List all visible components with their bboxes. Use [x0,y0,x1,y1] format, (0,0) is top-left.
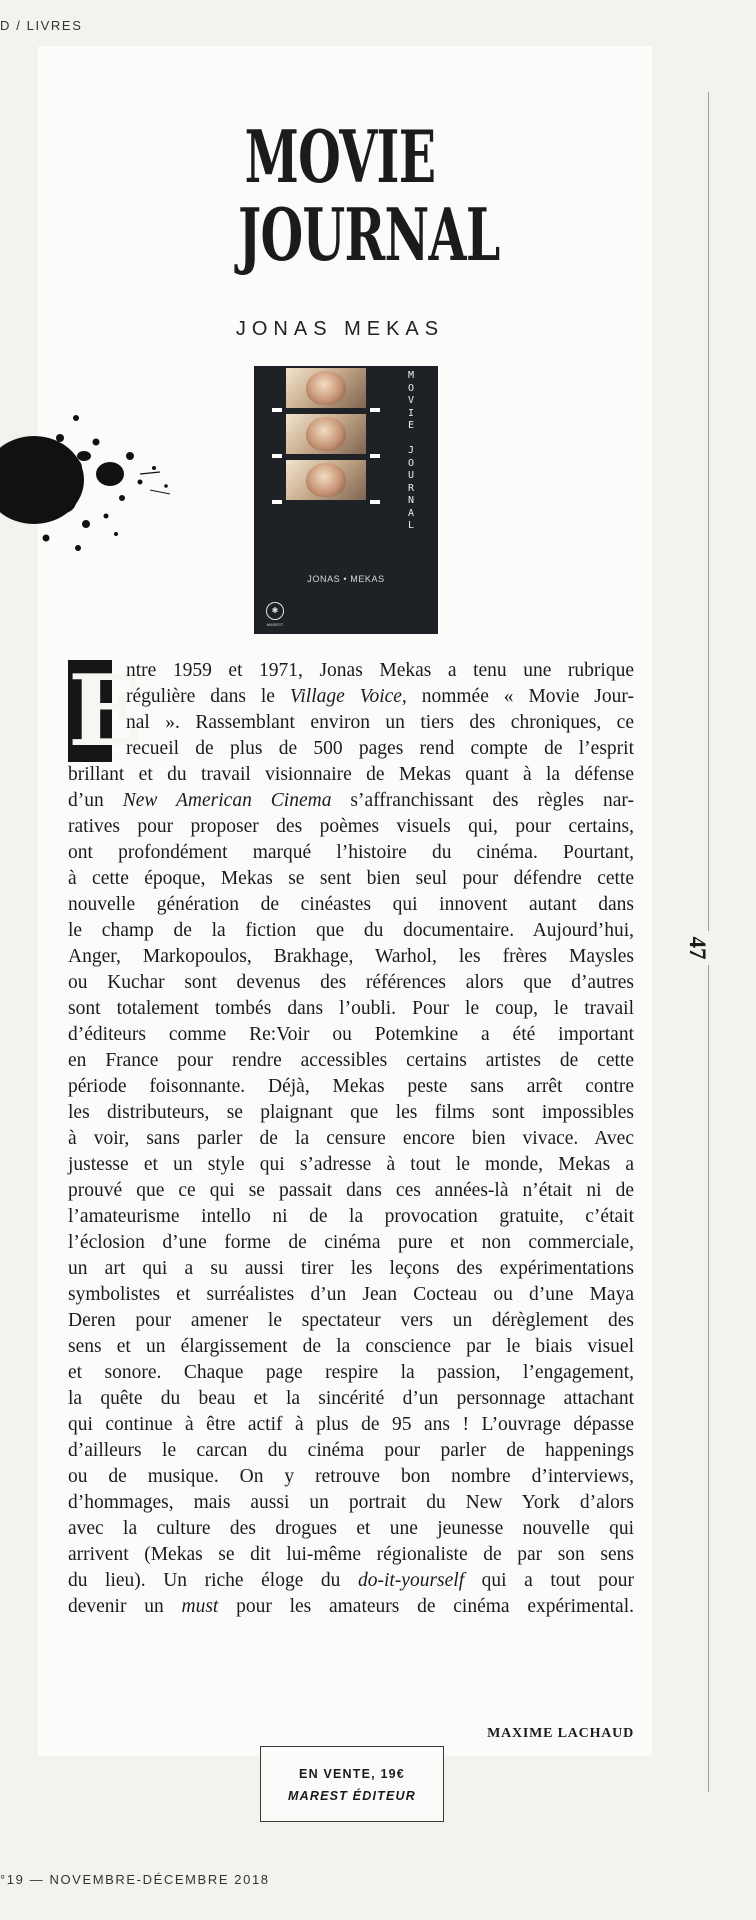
article-line: en France pour rendre accessibles certains artistes de cette [68,1050,634,1071]
article-line: devenir un must pour les amateurs de cinéma expérimental. [68,1596,634,1617]
publisher-line: MAREST ÉDITEUR [288,1789,416,1803]
article-line: les distributeurs, se plaignant que les films sont impossibles [68,1102,634,1123]
article-line: le champ de la fiction que du documentaire. Aujourd’hui, [68,920,634,941]
price-box [260,1746,444,1822]
article-line: ou Kuchar sont devenus des références alors que d’autres [68,972,634,993]
article-line: Anger, Markopoulos, Brakhage, Warhol, les frères Maysles [68,946,634,967]
article-line: recueil de plus de 500 pages rend compte de l’esprit [126,738,634,759]
article-line: ou de musique. On y retrouve bon nombre d’interviews, [68,1466,634,1487]
filmstrip-graphic [272,368,380,500]
article-line: du lieu). Un riche éloge du do-it-yourself qui a tout pour [68,1570,634,1591]
article-line: d’ailleurs le carcan du cinéma pour parler de happenings [68,1440,634,1461]
article-line: et sonore. Chaque page respire la passion, l’engagement, [68,1362,634,1383]
article-line: d’éditeurs comme Re:Voir ou Potemkine a été important [68,1024,634,1045]
article-line: période foisonnante. Déjà, Mekas peste sans arrêt contre [68,1076,634,1097]
article-line: justesse et un style qui s’adresse à tout le monde, Mekas a [68,1154,634,1175]
article-line: à cette époque, Mekas se sent bien seul pour défendre cette [68,868,634,889]
article-line: prouvé que ce qui se passait dans ces années-là n’était ni de [68,1180,634,1201]
article-line: brillant et du travail visionnaire de Mekas quant à la défense [68,764,634,785]
article-line: ntre 1959 et 1971, Jonas Mekas a tenu une rubrique [126,660,634,681]
book-title [238,114,500,277]
article-line: arrivent (Mekas se dit lui-même régionaliste de par son sens [68,1544,634,1565]
cover-vertical-title: M O V I E J O U R N A L [407,370,415,531]
article-line: d’un New American Cinema s’affranchissant des règles nar- [68,790,634,811]
article-line: régulière dans le Village Voice, nommée « Movie Jour- [126,686,634,707]
author-name: JONAS MEKAS [235,318,445,340]
article-line: nal ». Rassemblant environ un tiers des chroniques, ce [126,712,634,733]
article-line: à voir, sans parler de la censure encore bien vivace. Avec [68,1128,634,1149]
publisher-logo-icon: ✱ [266,602,284,620]
article-line: d’hommages, mais aussi un portrait du New York d’alors [68,1492,634,1513]
article-line: ratives pour proposer des poèmes visuels qui, pour certains, [68,816,634,837]
article-line: l’éclosion d’une forme de cinéma pure et non commerciale, [68,1232,634,1253]
article-line: qui continue à être actif à plus de 95 ans ! L’ouvrage dépasse [68,1414,634,1435]
article-line: avec la culture des drogues et une jeunesse nouvelle qui [68,1518,634,1539]
article-line: sont totalement tombés dans l’oubli. Pour le coup, le travail [68,998,634,1019]
issue-footer: °19 — NOVEMBRE-DÉCEMBRE 2018 [0,1872,270,1887]
title-line-1: MOVIE [244,114,436,199]
section-header: D / LIVRES [0,18,83,33]
drop-cap: E [68,654,143,769]
title-line-2: JOURNAL [238,192,500,277]
article-line: nouvelle génération de cinéastes qui innovent autant dans [68,894,634,915]
book-cover [254,366,438,634]
article-line: Deren pour amener le spectateur vers un dérèglement des [68,1310,634,1331]
article-line: un art qui a su aussi tirer les leçons des expérimentations [68,1258,634,1279]
ink-splatter-graphic [0,398,180,568]
article-line: sens et un élargissement de la conscience par le biais visuel [68,1336,634,1357]
cover-publisher: MAREST [266,622,284,627]
price-line: EN VENTE, 19€ [299,1767,405,1781]
article-line: symbolistes et surréalistes d’un Jean Cocteau ou d’une Maya [68,1284,634,1305]
article-line: ont profondément marqué l’histoire du cinéma. Pourtant, [68,842,634,863]
byline: MAXIME LACHAUD [487,1726,634,1741]
page-number: 47 [675,931,719,965]
article-line: la quête du beau et la sincérité d’un personnage attachant [68,1388,634,1409]
article-line: l’amateurisme intello ni de la provocation gratuite, c’était [68,1206,634,1227]
cover-author: JONAS • MEKAS [307,574,385,584]
